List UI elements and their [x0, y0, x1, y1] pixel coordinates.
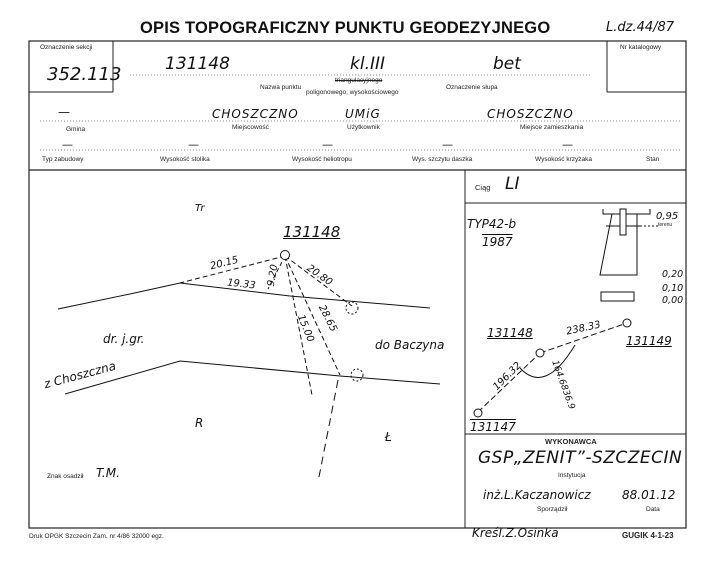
reference-number: L.dz.44/87 — [606, 20, 675, 35]
ciag-label: Ciąg — [475, 183, 491, 192]
sketch-tr: Tr — [195, 203, 205, 214]
kresl-value: Kreśl.Z.Osinka — [472, 526, 559, 540]
road-label-baczyn: do Baczyna — [375, 338, 445, 352]
stolik-label: Wysokość stolika — [160, 156, 210, 163]
uzytkownik-value: UMiG — [345, 107, 381, 121]
height-note: terenu — [658, 222, 673, 228]
uzytkownik-label: Użytkownik — [347, 124, 380, 131]
krzyzak-label: Wysokość krzyżaka — [535, 156, 593, 163]
mark-value: T.M. — [96, 466, 120, 480]
page-title: OPIS TOPOGRAFICZNY PUNKTU GEODEZYJNEGO — [140, 19, 551, 37]
catalog-label: Nr katalogowy — [620, 44, 662, 51]
traverse-angle: 164.6836.9 — [549, 359, 577, 411]
stan-label: Stan — [646, 156, 660, 163]
traverse-point-right: 131149 — [626, 334, 672, 348]
person-label: Sporządził — [537, 506, 568, 513]
point-number: 131148 — [165, 54, 230, 74]
traverse-point-bottom: 131147 — [470, 420, 516, 434]
print-info: Druk OPGK Szczecin Zam. nr 4/86 32000 egz. — [29, 533, 164, 540]
sketch-l: Ł — [385, 430, 392, 444]
traverse-distance-bottom: 196.32 — [491, 360, 524, 393]
gmina-value: — — [58, 105, 70, 119]
traverse-point-top: 131148 — [487, 326, 533, 340]
section-value: 352.113 — [47, 64, 122, 85]
sketch-distance-4: 20.80 — [304, 262, 335, 289]
monument-type: TYP42-b — [467, 217, 517, 231]
daszek-label: Wys. szczytu daszka — [412, 156, 473, 163]
monument-year: 1987 — [482, 235, 513, 249]
executor-value: GSP„ZENIT”-SZCZECIN — [478, 448, 683, 468]
daszek-value: — — [442, 138, 453, 151]
person-value: inż.L.Kaczanowicz — [483, 488, 591, 502]
post-type: bet — [493, 54, 521, 74]
mark-label: Znak osadził — [47, 473, 84, 480]
zamieszkanie-label: Miejsce zamieszkania — [520, 124, 584, 131]
stolik-value: — — [188, 138, 199, 151]
sketch-distance-3: 9.20 — [265, 263, 281, 288]
sketch-distance-2: 19.33 — [226, 277, 257, 292]
sketch-distance-6: 28.65 — [315, 303, 339, 334]
krzyzak-value: — — [562, 138, 573, 151]
height-000: 0,00 — [662, 295, 684, 306]
heliotrop-value: — — [322, 138, 333, 151]
date-value: 88.01.12 — [622, 488, 676, 502]
point-class: kl.III — [350, 54, 386, 74]
institution-label: Instytucja — [558, 472, 586, 479]
name-label: Nazwa punktu — [260, 84, 302, 91]
gmina-label: Gmina — [66, 126, 86, 133]
height-010: 0,10 — [662, 283, 684, 294]
date-label: Data — [646, 506, 660, 513]
sketch-distance-1: 20.15 — [209, 254, 240, 273]
zamieszkanie-value: CHOSZCZNO — [487, 107, 574, 121]
traverse-distance-top: 238.33 — [565, 319, 602, 338]
typ-value: — — [62, 138, 73, 151]
sketch-distance-5: 15.00 — [294, 313, 316, 344]
kind-label-top: triangulacyjnego — [335, 77, 383, 84]
road-label-dr: dr. j.gr. — [103, 332, 145, 346]
height-020: 0,20 — [662, 269, 684, 280]
miejscowosc-label: Miejscowość — [232, 124, 269, 131]
road-label-choszczno: z Choszczna — [42, 358, 118, 392]
sketch-r: R — [195, 416, 204, 430]
typ-label: Typ zabudowy — [42, 156, 84, 163]
ciag-value: LI — [505, 174, 520, 194]
gugik-label: GUGIK 4-1-23 — [622, 531, 674, 540]
post-label: Oznaczenie słupa — [446, 84, 498, 91]
section-label: Oznaczenie sekcji — [40, 44, 93, 51]
executor-label: WYKONAWCA — [545, 437, 597, 446]
miejscowosc-value: CHOSZCZNO — [212, 107, 299, 121]
heliotrop-label: Wysokość heliotropu — [292, 156, 352, 163]
kind-label-bottom: poligonowego, wysokościowego — [306, 89, 399, 96]
sketch-point-number: 131148 — [283, 223, 341, 241]
height-095: 0,95 — [656, 211, 679, 222]
